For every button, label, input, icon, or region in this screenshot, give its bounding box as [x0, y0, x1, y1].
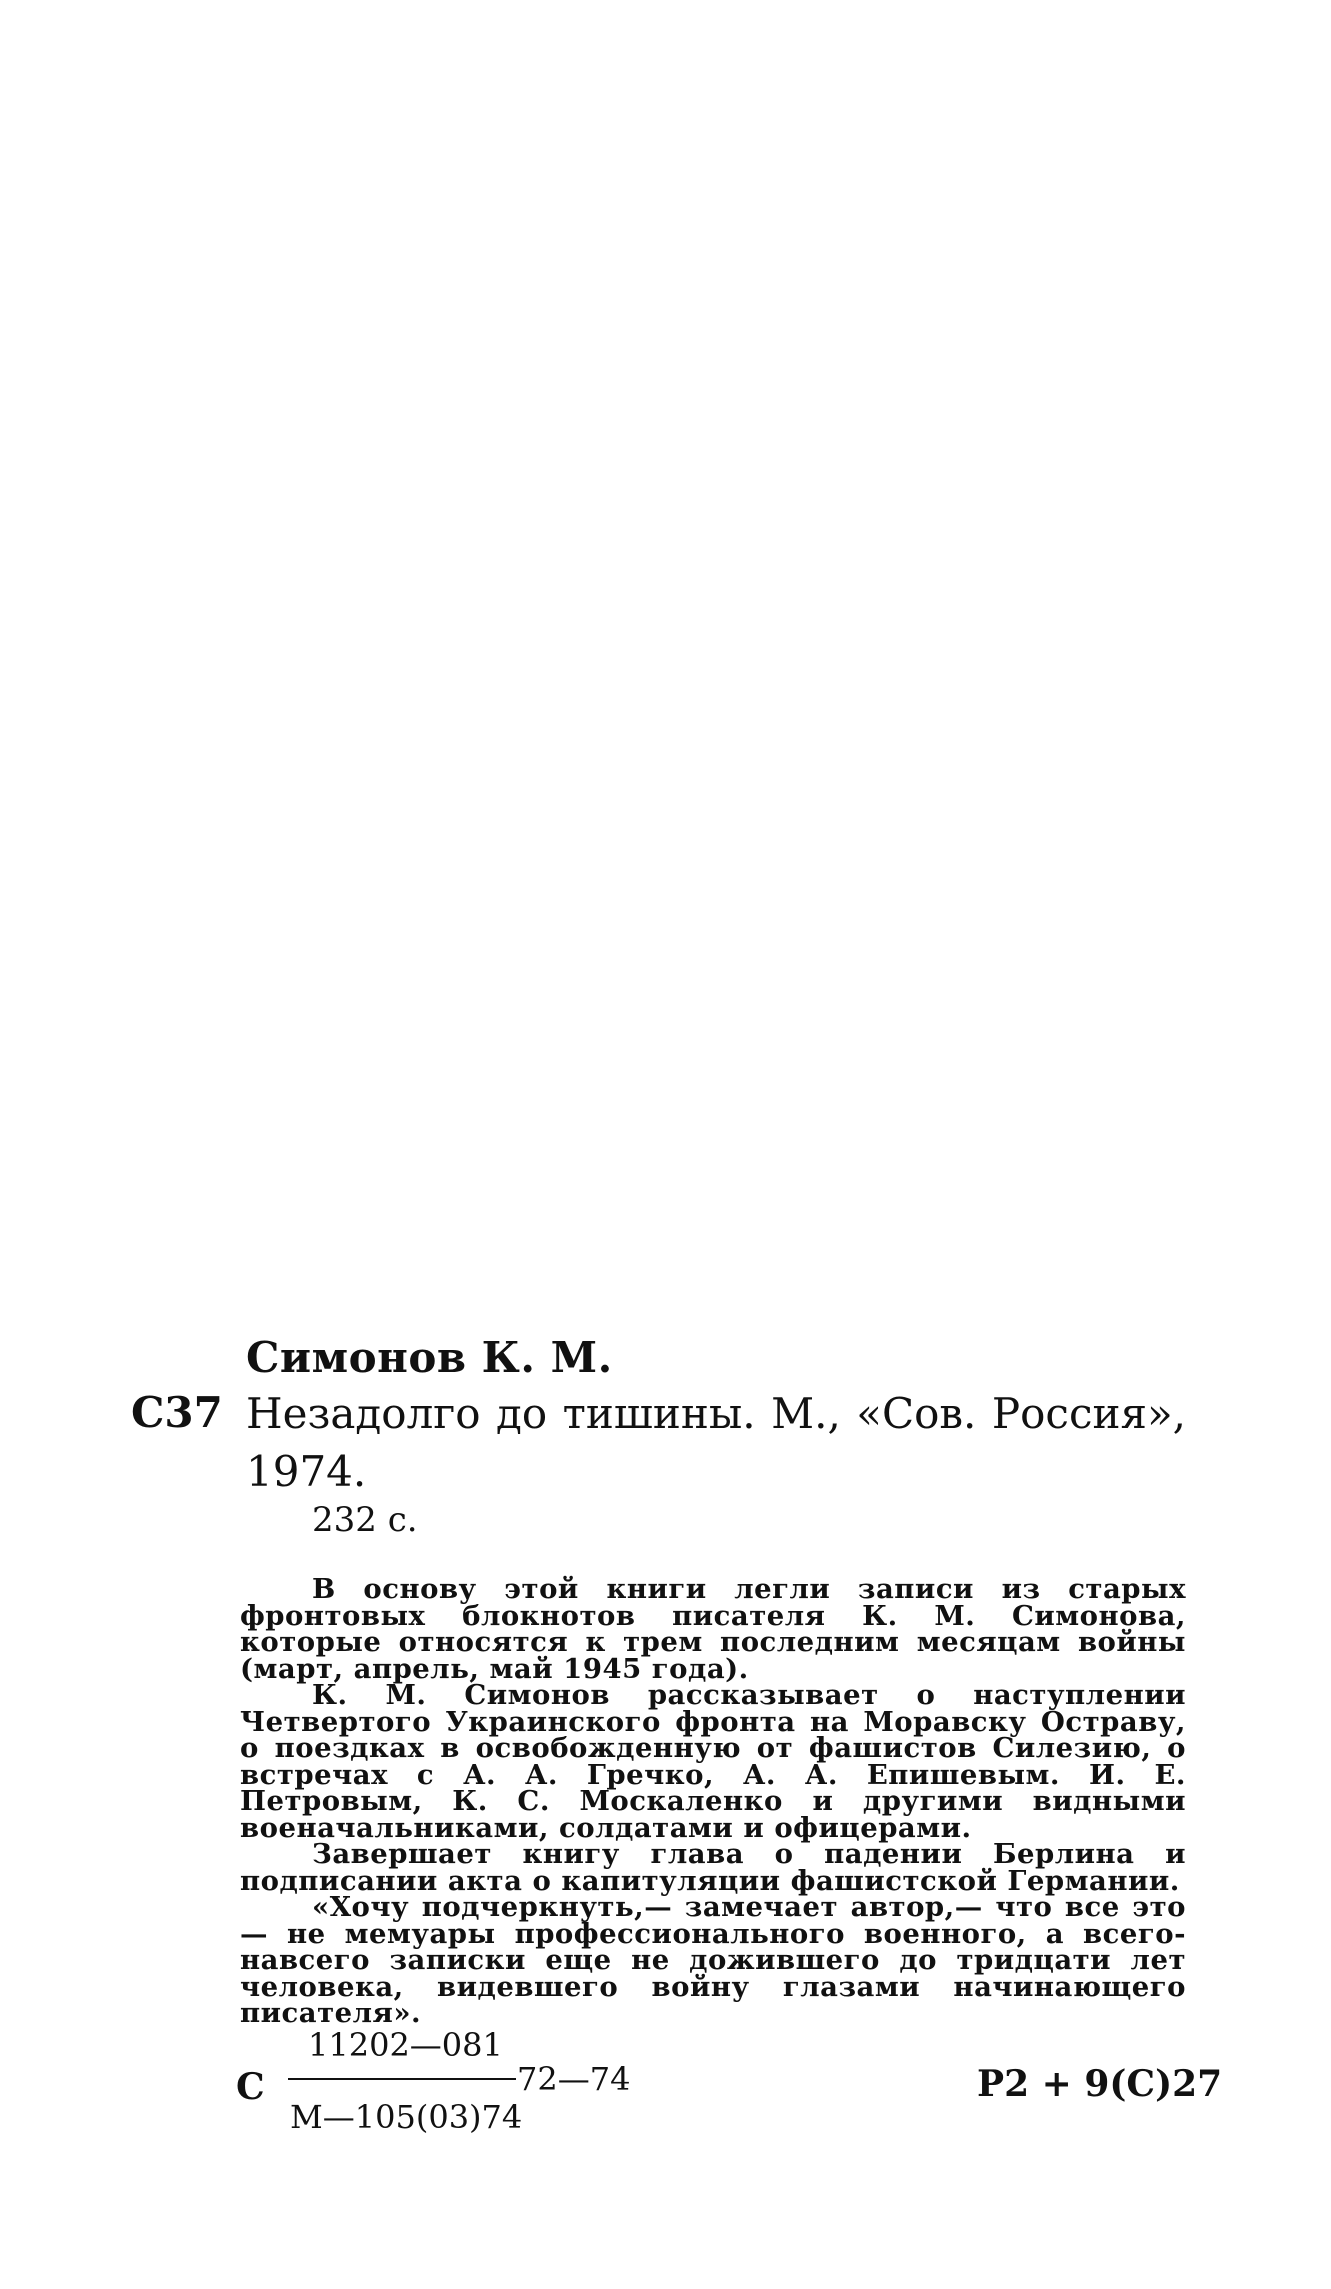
fraction-line [288, 2078, 516, 2080]
annotation [240, 1573, 1186, 2029]
annotation-paragraph: К. М. Симонов рассказывает о наступлении Четвертого Украинского фронта на Моравску Остраву, о поездках в освобожденную от фашистов Силезию, о встречах с А. А. Гречко, А. А. Епишевым. И. Е. Петровым, К. С. Москаленко и другими видными военачальниками, солдатами и офицерами. [240, 1679, 1186, 1844]
annotation-paragraph: «Хочу подчеркнуть,— замечает автор,— что все это — не мемуары профессионального военного, а всего-навсего записки еще не дожившего до тридцати лет человека, видевшего войну глазами начинающего писателя». [240, 1891, 1186, 2029]
annotation-paragraph: Завершает книгу глава о падении Берлина и подписании акта о капитуляции фашистской Германии. [240, 1838, 1186, 1897]
classification-letter: С [236, 2066, 265, 2108]
page-count: 232 с. [312, 1500, 418, 1540]
classification-numerator: 11202—081 [308, 2026, 503, 2064]
book-title: Незадолго до тишины. М., «Сов. Россия», 1974. [246, 1389, 1186, 1496]
classification-denominator: М—105(03)74 [290, 2098, 523, 2136]
classification-range: 72—74 [517, 2060, 631, 2098]
author-code: С37 [131, 1388, 223, 1437]
author-name: Симонов К. М. [246, 1333, 613, 1382]
annotation-paragraph: В основу этой книги легли записи из старых фронтовых блокнотов писателя К. М. Симонова, которые относятся к трем последним месяцам войны (март, апрель, май 1945 года). [240, 1573, 1186, 1685]
udc-index: Р2 + 9(С)27 [977, 2063, 1223, 2105]
